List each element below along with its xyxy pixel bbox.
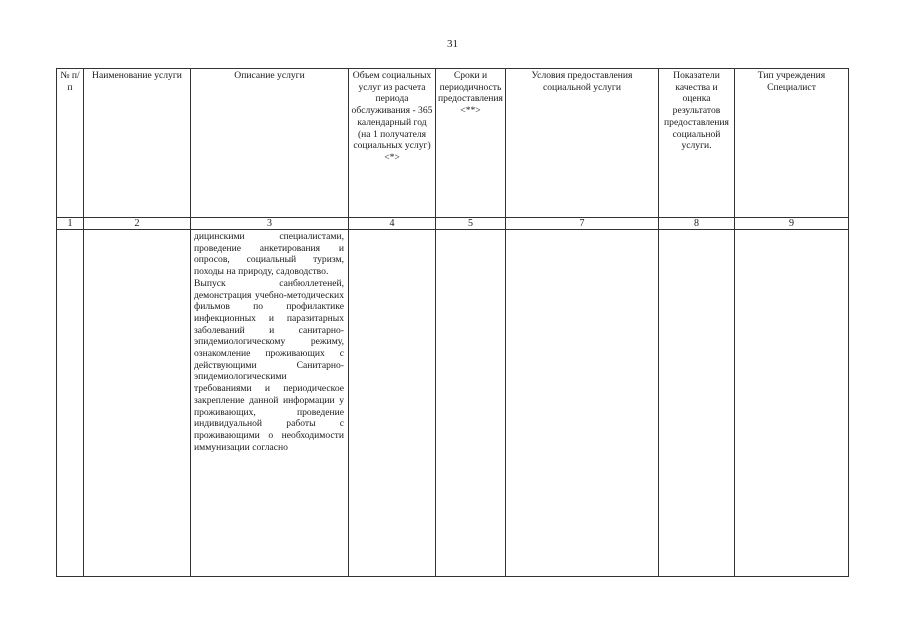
page-number: 31 [447,38,458,50]
description-paragraph: Выпуск санбюллетеней, демонстрация учебно-методических фильмов по профилактике инфекционных и паразитарных заболеваний и санитарно-эпидемиологическому режиму, ознакомление проживающих с действующими Санитарно-эпидемиологическими требованиями и периодическое закрепление данной информации у проживающих, проведение индивидуальной работы с проживающими о необходимости иммунизации согласно [194,277,344,453]
description-paragraph: дицинскими специалистами, проведение анкетирования и опросов, социальный туризм, походы на природу, садоводство. [194,231,344,278]
column-number: 9 [735,218,849,230]
services-table [56,68,849,577]
header-terms-periodicity: Сроки и периодичность предоставления <**> [436,69,506,218]
cell-terms-periodicity [436,230,506,577]
column-number: 7 [506,218,659,230]
header-service-name: Наименование услуги [84,69,191,218]
column-number-row [57,218,849,230]
table-row [57,230,849,577]
header-service-volume: Объем социальных услуг из расчета периода обслуживания - 365 календарный год (на 1 получателя социальных услуг) <*> [349,69,436,218]
header-quality-indicators: Показатели качества и оценка результатов предоставления социальной услуги. [659,69,735,218]
cell-service-name [84,230,191,577]
column-number: 1 [57,218,84,230]
column-number: 3 [191,218,349,230]
cell-institution-type [735,230,849,577]
header-number: № п/п [57,69,84,218]
column-number: 4 [349,218,436,230]
column-number: 8 [659,218,735,230]
cell-conditions [506,230,659,577]
header-conditions: Условия предоставления социальной услуги [506,69,659,218]
cell-service-volume [349,230,436,577]
header-row [57,69,849,218]
header-institution-type: Тип учреждения Специалист [735,69,849,218]
cell-number [57,230,84,577]
column-number: 2 [84,218,191,230]
column-number: 5 [436,218,506,230]
cell-quality-indicators [659,230,735,577]
cell-service-description [191,230,349,577]
header-service-description: Описание услуги [191,69,349,218]
